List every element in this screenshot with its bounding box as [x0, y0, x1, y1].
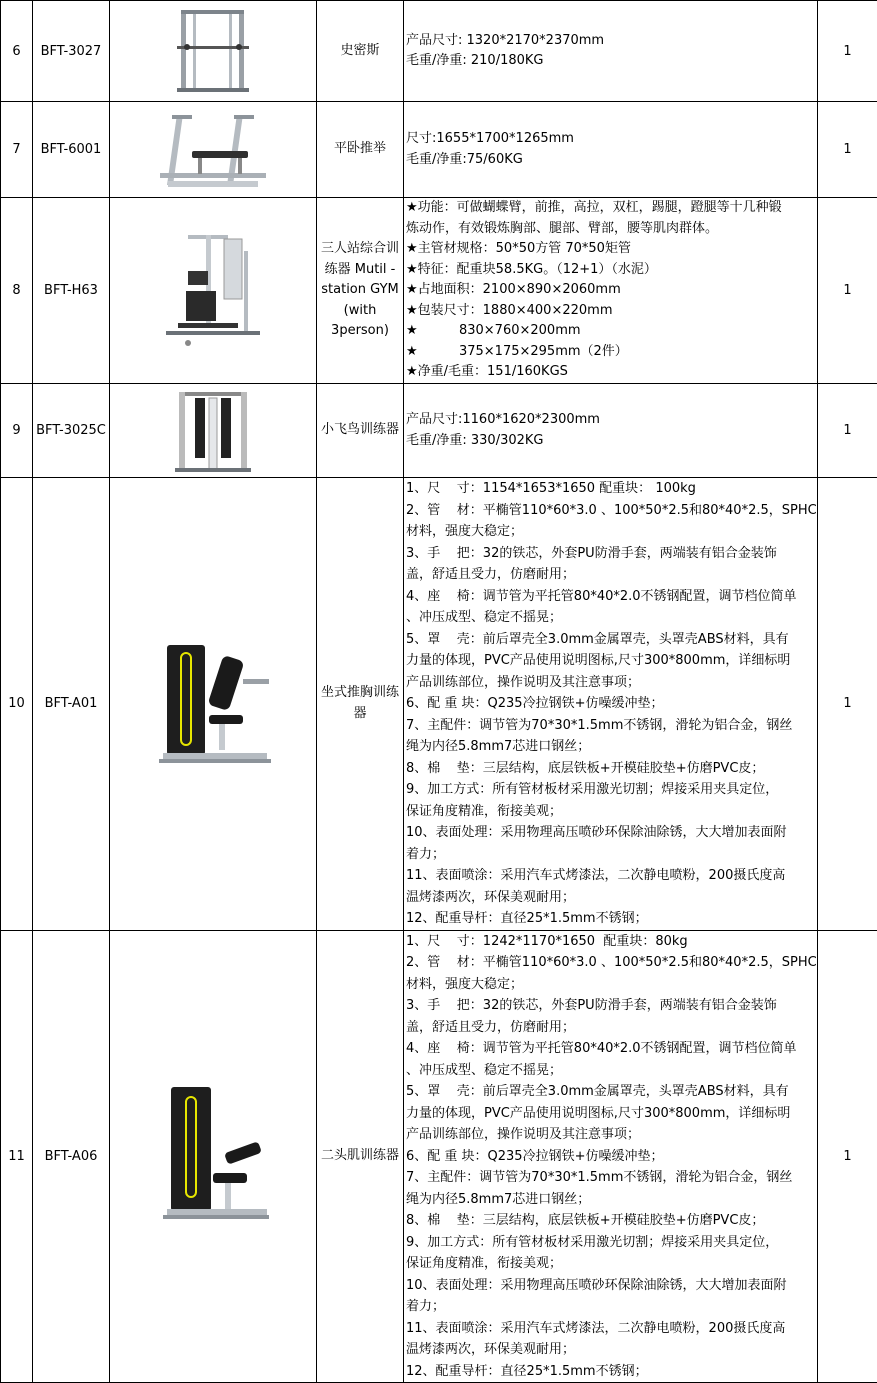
spec-line: 4、座 椅：调节管为平托管80*40*2.0不锈钢配置，调节档位简单: [406, 1038, 817, 1060]
spec-line: 尺寸:1655*1700*1265mm: [406, 129, 817, 150]
spec-line: ★ 830×760×200mm: [406, 321, 817, 342]
spec-line: 9、加工方式：所有管材板材采用激光切割；焊接采用夹具定位，: [406, 779, 817, 801]
spec-line: 着力；: [406, 1296, 817, 1318]
model-number: BFT-3027: [33, 1, 110, 102]
spec-line: ★功能：可做蝴蝶臂，前推，高拉，双杠，踢腿，蹬腿等十几种锻: [406, 198, 817, 219]
spec-cell: [404, 478, 818, 931]
product-image-cell: [110, 384, 317, 478]
spec-line: 产品训练部位，操作说明及其注意事项；: [406, 672, 817, 694]
spec-line: ★包装尺寸：1880×400×220mm: [406, 301, 817, 322]
spec-cell: [404, 102, 818, 198]
spec-line: 盖，舒适且受力，仿磨耐用；: [406, 1017, 817, 1039]
table-row: [1, 384, 877, 478]
product-name: 平卧推举: [317, 102, 404, 198]
row-index: 9: [1, 384, 33, 478]
spec-line: 5、罩 壳：前后罩壳全3.0mm金属罩壳，头罩壳ABS材料，具有: [406, 1081, 817, 1103]
spec-cell: [404, 930, 818, 1383]
spec-line: 产品训练部位，操作说明及其注意事项；: [406, 1124, 817, 1146]
seated-chest-press-image: [153, 639, 273, 769]
spec-cell: [404, 1, 818, 102]
spec-line: ★占地面积：2100×890×2060mm: [406, 280, 817, 301]
quantity: 1: [818, 102, 877, 198]
spec-line: ★净重/毛重：151/160KGS: [406, 362, 817, 383]
spec-line: 力量的体现，PVC产品使用说明图标,尺寸300*800mm，详细标明: [406, 650, 817, 672]
spec-line: 8、棉 垫：三层结构，底层铁板+开模硅胶垫+仿磨PVC皮；: [406, 1210, 817, 1232]
product-name: 小飞鸟训练器: [317, 384, 404, 478]
spec-line: 8、棉 垫：三层结构，底层铁板+开模硅胶垫+仿磨PVC皮；: [406, 758, 817, 780]
table-row: [1, 198, 877, 384]
product-name: 史密斯: [317, 1, 404, 102]
spec-line: 保证角度精准，衔接美观；: [406, 1253, 817, 1275]
spec-line: 5、罩 壳：前后罩壳全3.0mm金属罩壳，头罩壳ABS材料，具有: [406, 629, 817, 651]
quantity: 1: [818, 198, 877, 384]
spec-line: 7、主配件：调节管为70*30*1.5mm不锈钢，滑轮为铝合金，钢丝: [406, 1167, 817, 1189]
table-row: [1, 1, 877, 102]
model-number: BFT-A06: [33, 930, 110, 1383]
quantity: 1: [818, 930, 877, 1383]
spec-line: 绳为内径5.8mm7芯进口钢丝；: [406, 1189, 817, 1211]
spec-line: 炼动作，有效锻炼胸部、腿部、臂部，腰等肌肉群体。: [406, 219, 817, 240]
cable-crossover-image: [173, 388, 253, 474]
product-name: 坐式推胸训练器: [317, 478, 404, 931]
spec-line: 毛重/净重: 210/180KG: [406, 51, 817, 72]
spec-line: 4、座 椅：调节管为平托管80*40*2.0不锈钢配置，调节档位简单: [406, 586, 817, 608]
spec-line: 10、表面处理：采用物理高压喷砂环保除油除锈，大大增加表面附: [406, 822, 817, 844]
spec-line: 6、配 重 块：Q235冷拉钢铁+仿噪缓冲垫；: [406, 693, 817, 715]
spec-line: 9、加工方式：所有管材板材采用激光切割；焊接采用夹具定位，: [406, 1232, 817, 1254]
spec-line: 产品尺寸:1160*1620*2300mm: [406, 410, 817, 431]
spec-line: 盖，舒适且受力，仿磨耐用；: [406, 564, 817, 586]
multi-station-gym-image: [158, 231, 268, 351]
spec-line: ★ 375×175×295mm（2件）: [406, 342, 817, 363]
spec-line: 7、主配件：调节管为70*30*1.5mm不锈钢，滑轮为铝合金，钢丝: [406, 715, 817, 737]
product-image-cell: [110, 478, 317, 931]
model-number: BFT-3025C: [33, 384, 110, 478]
quantity: 1: [818, 1, 877, 102]
quantity: 1: [818, 384, 877, 478]
spec-line: ★特征：配重块58.5KG。（12+1）（水泥）: [406, 260, 817, 281]
table-row: [1, 478, 877, 931]
model-number: BFT-A01: [33, 478, 110, 931]
flat-bench-press-image: [158, 107, 268, 193]
product-name: 二头肌训练器: [317, 930, 404, 1383]
spec-line: 11、表面喷涂：采用汽车式烤漆法，二次静电喷粉，200摄氏度高: [406, 865, 817, 887]
spec-line: 保证角度精准，衔接美观；: [406, 801, 817, 823]
spec-line: 产品尺寸: 1320*2170*2370mm: [406, 31, 817, 52]
spec-line: 1、尺 寸：1242*1170*1650 配重块：80kg: [406, 931, 817, 953]
spec-line: 温烤漆两次，环保美观耐用；: [406, 1339, 817, 1361]
spec-line: 6、配 重 块：Q235冷拉钢铁+仿噪缓冲垫；: [406, 1146, 817, 1168]
table-row: [1, 930, 877, 1383]
table-row: [1, 102, 877, 198]
product-image-cell: [110, 102, 317, 198]
spec-line: 10、表面处理：采用物理高压喷砂环保除油除锈，大大增加表面附: [406, 1275, 817, 1297]
product-image-cell: [110, 198, 317, 384]
spec-cell: [404, 384, 818, 478]
row-index: 10: [1, 478, 33, 931]
spec-line: 、冲压成型、稳定不摇晃；: [406, 1060, 817, 1082]
product-image-cell: [110, 930, 317, 1383]
spec-line: 力量的体现，PVC产品使用说明图标,尺寸300*800mm，详细标明: [406, 1103, 817, 1125]
product-image-cell: [110, 1, 317, 102]
spec-line: 绳为内径5.8mm7芯进口钢丝；: [406, 736, 817, 758]
smith-machine-image: [173, 8, 253, 94]
model-number: BFT-H63: [33, 198, 110, 384]
spec-line: 12、配重导杆：直径25*1.5mm不锈钢；: [406, 908, 817, 930]
spec-line: 毛重/净重: 330/302KG: [406, 431, 817, 452]
biceps-curl-machine-image: [153, 1081, 273, 1231]
spec-line: 11、表面喷涂：采用汽车式烤漆法，二次静电喷粉，200摄氏度高: [406, 1318, 817, 1340]
quantity: 1: [818, 478, 877, 931]
spec-line: 毛重/净重:75/60KG: [406, 150, 817, 171]
spec-line: 着力；: [406, 844, 817, 866]
spec-line: 材料，强度大稳定；: [406, 521, 817, 543]
spec-line: 2、管 材：平椭管110*60*3.0 、100*50*2.5和80*40*2.5，SPHC: [406, 500, 817, 522]
spec-line: 温烤漆两次，环保美观耐用；: [406, 887, 817, 909]
row-index: 7: [1, 102, 33, 198]
spec-line: 、冲压成型、稳定不摇晃；: [406, 607, 817, 629]
spec-line: 1、尺 寸：1154*1653*1650 配重块： 100kg: [406, 478, 817, 500]
spec-line: 12、配重导杆：直径25*1.5mm不锈钢；: [406, 1361, 817, 1383]
spec-line: ★主管材规格：50*50方管 70*50矩管: [406, 239, 817, 260]
spec-line: 材料，强度大稳定；: [406, 974, 817, 996]
row-index: 11: [1, 930, 33, 1383]
spec-cell: [404, 198, 818, 384]
spec-line: 2、管 材：平椭管110*60*3.0 、100*50*2.5和80*40*2.5，SPHC: [406, 952, 817, 974]
spec-line: 3、手 把：32的铁芯，外套PU防滑手套，两端装有铝合金装饰: [406, 995, 817, 1017]
row-index: 6: [1, 1, 33, 102]
product-name: 三人站综合训练器 Mutil - station GYM (with 3person): [317, 198, 404, 384]
row-index: 8: [1, 198, 33, 384]
spec-line: 3、手 把：32的铁芯，外套PU防滑手套，两端装有铝合金装饰: [406, 543, 817, 565]
model-number: BFT-6001: [33, 102, 110, 198]
